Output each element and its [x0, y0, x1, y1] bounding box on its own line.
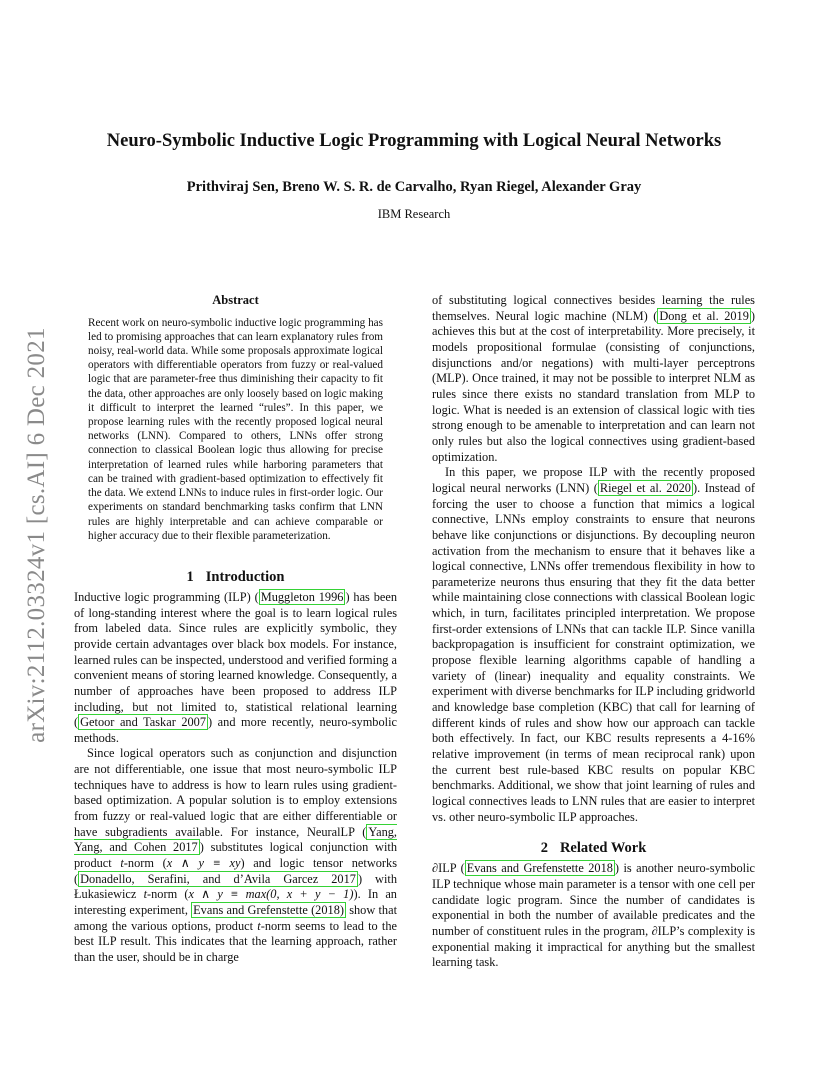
abstract-block	[74, 316, 397, 543]
intro-paragraph-2: Since logical operators such as conjunction and disjunction are not differentiable, one issue that most neuro-symbolic ILP techniques have to address is how to learn rules using gradient-based optimization. A popular solution is to employ extensions from fuzzy or real-valued logic that are either differentiable or have subgradients available. For instance, NeuralLP ( Yang, Yang, and Cohen 2017 ) substitutes logical conjunction with product t-norm (x ∧ y ≡ xy) and logic tensor networks ( Donadello, Serafini, and d’Avila Garcez 2017 ) with Łukasiewicz t-norm (x ∧ y ≡ max(0, x + y − 1)). In an interesting experiment, Evans and Grefenstette (2018) show that among the various options, product t-norm seems to lead to the best ILP result. This indicates that the learning approach, rather than the user, should be in charge	[74, 746, 398, 964]
section-title: Related Work	[559, 840, 647, 857]
citation-link[interactable]: Getoor and Taskar 2007	[80, 715, 207, 730]
section-heading-introduction	[74, 568, 397, 586]
paper-authors: Prithviraj Sen, Breno W. S. R. de Carvalho, Ryan Riegel, Alexander Gray	[186, 179, 642, 195]
section-number: 1	[186, 568, 194, 585]
arxiv-identifier-stamp	[20, 300, 54, 770]
math-expression: x ∧ y ≡ xy	[166, 856, 241, 871]
citation-link[interactable]: Muggleton 1996	[260, 589, 344, 604]
citation-link[interactable]: Yang, Yang, and Cohen 2017	[74, 824, 397, 855]
section-number: 2	[540, 840, 548, 857]
citation-link[interactable]: Riegel et al. 2020	[599, 480, 691, 495]
intro-paragraph-3: of substituting logical connectives besides learning the rules themselves. Neural logic machine (NLM) ( Dong et al. 2019 ) achieves this but at the cost of interpretability. More precisely, it models propositional formulae (consisting of conjunctions, disjunctions and/or negations) with multi-layer perceptrons (MLP). Once trained, it may not be possible to interpret NLM as rules since there exists no standard translation from MLP to logic. What is needed is an extension of classical logic with ties strong enough to be amenable to interpretation and can learn not only rules but also the logical connectives using gradient-based optimization.	[432, 293, 756, 464]
intro-paragraph-1: Inductive logic programming (ILP) ( Muggleton 1996 ) has been of long-standing interest where the goal is to learn logical rules from labeled data. Since rules are explicitly symbolic, they provide certain advantages over black box models. For instance, learned rules can be inspected, understood and verified forming a convenient means of storing learned knowledge. Consequently, a number of approaches have been proposed to address ILP including, but not limited to, statistical relational learning ( Getoor and Taskar 2007 ) and more recently, neuro-symbolic methods.	[74, 589, 397, 745]
section-title: Introduction	[205, 568, 285, 585]
section-heading-related-work	[432, 839, 755, 857]
citation-link[interactable]: Evans and Grefenstette 2018	[466, 861, 613, 876]
math-expression: x ∧ y ≡ max(0, x + y − 1)	[188, 887, 354, 902]
arxiv-identifier-text: arXiv:2112.03324v1 [cs.AI] 6 Dec 2021	[23, 327, 51, 743]
paper-title: Neuro-Symbolic Inductive Logic Programming with Logical Neural Networks	[106, 131, 722, 151]
related-work-paragraph-1: ∂ILP ( Evans and Grefenstette 2018 ) is another neuro-symbolic ILP technique whose main parameter is a tensor with one cell per candidate logic program. Since the number of candidates is exponential in both the number of available predicates and the number of constituent rules in the program, ∂ILP’s complexity is exponential making it impractical for anything but the smallest learning task.	[432, 861, 755, 970]
author-affiliation: IBM Research	[377, 207, 451, 221]
citation-link[interactable]: Dong et al. 2019	[659, 308, 749, 323]
abstract-heading: Abstract	[212, 293, 259, 307]
citation-link[interactable]: Evans and Grefenstette (2018)	[193, 903, 344, 918]
citation-link[interactable]: Donadello, Serafini, and d’Avila Garcez 2017	[80, 871, 356, 886]
intro-paragraph-4: In this paper, we propose ILP with the recently proposed logical neural nerworks (LNN) ( Riegel et al. 2020 ). Instead of forcing the user to choose a function that mimics a logical connective, LNNs employ constraints to ensure that neurons behave like conjunctions or disjunctions. By decoupling neuron activation from the mechanism to ensure that it behaves like a logical connective, LNNs offer tremendous flexibility in how to parameterize neurons thus ensuring that they fit the data better while maintaining close connections with classical Boolean logic which, in turn, facilitates principled interpretation. We propose first-order extensions of LNNs that can tackle ILP. Since vanilla backpropagation is insufficient for constraint optimization, we propose flexible learning algorithms capable of handling a variety of (linear) inequality and equality constraints. We experiment with diverse benchmarks for ILP including gridworld and knowledge base completion (KBC) that call for learning of different kinds of rules and show how our approach can tackle both effectively. In fact, our KBC results represents a 4-16% relative improvement (in terms of mean reciprocal rank) upon the current best rule-based KBC results on popular KBC benchmarks. Additional, we show that joint learning of rules and logical connectives leads to LNN rules that are easier to interpret vs. other neuro-symbolic ILP approaches.	[432, 465, 755, 824]
left-column	[74, 293, 397, 966]
right-column	[432, 293, 755, 971]
abstract-text: Recent work on neuro-symbolic inductive logic programming has led to promising approaches that can learn explanatory rules from noisy, real-world data. While some proposals approximate logical operators with differentiable operators from fuzzy or real-valued logic that are parameter-free thus diminishing their capacity to fit the data, other approaches are only loosely based on logic making it difficult to interpret the learned “rules”. In this paper, we propose learning rules with the recently proposed logical neural networks (LNN). Compared to others, LNNs offer strong connection to classical Boolean logic thus allowing for precise interpretation of learned rules while harboring parameters that can be trained with gradient-based optimization to effectively fit the data. We extend LNNs to induce rules in first-order logic. Our experiments on standard benchmarking tasks confirm that LNN rules are highly interpretable and can achieve comparable or higher accuracy due to their flexible parameterization.	[88, 316, 383, 542]
